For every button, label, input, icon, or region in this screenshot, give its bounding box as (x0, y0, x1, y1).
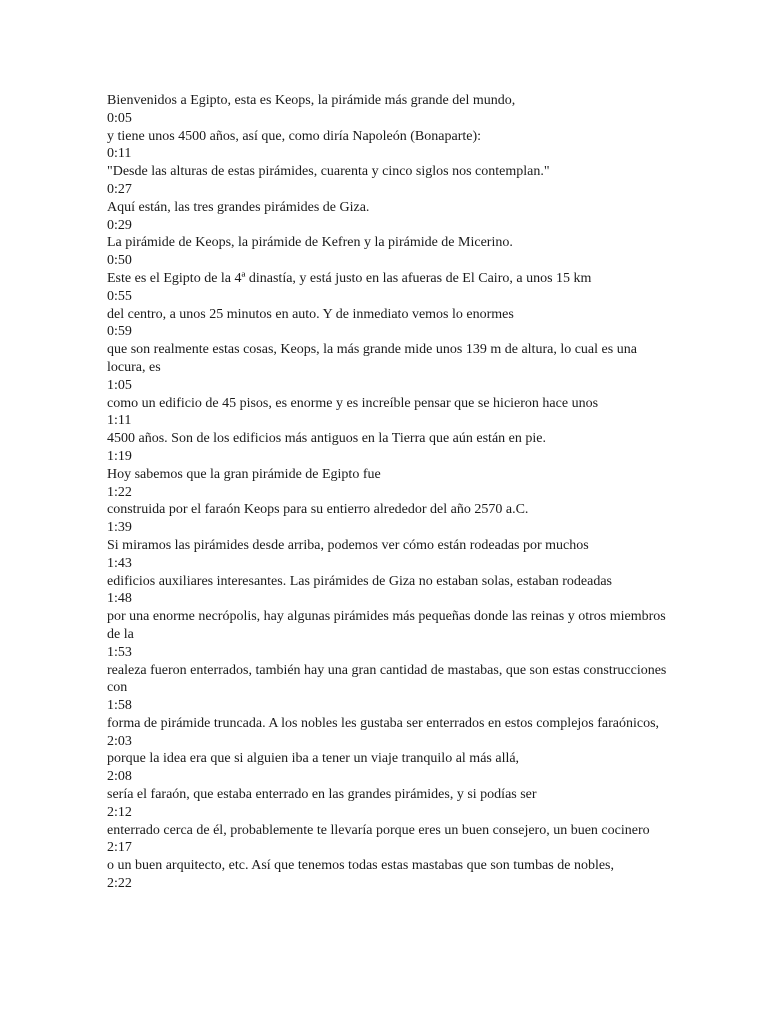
transcript-line: porque la idea era que si alguien iba a tener un viaje tranquilo al más allá, (107, 751, 520, 767)
timestamp: 2:17 (107, 840, 132, 856)
timestamp: 2:12 (107, 804, 132, 820)
transcript-line: 4500 años. Son de los edificios más antiguos en la Tierra que aún están en pie. (107, 431, 546, 447)
transcript-page (107, 92, 667, 893)
timestamp: 2:08 (107, 769, 132, 785)
timestamp: 1:43 (107, 555, 132, 571)
transcript-line: del centro, a unos 25 minutos en auto. Y de inmediato vemos lo enormes (107, 306, 514, 322)
transcript-line: Hoy sabemos que la gran pirámide de Egipto fue (107, 466, 381, 482)
timestamp: 0:50 (107, 253, 132, 269)
timestamp: 0:59 (107, 324, 132, 340)
timestamp: 2:22 (107, 876, 132, 892)
transcript-line: Este es el Egipto de la 4ª dinastía, y está justo en las afueras de El Cairo, a unos 15 km (107, 270, 592, 286)
transcript-line: edificios auxiliares interesantes. Las pirámides de Giza no estaban solas, estaban rodeadas (107, 573, 612, 589)
timestamp: 1:39 (107, 520, 132, 536)
timestamp: 1:48 (107, 591, 132, 607)
transcript-line: forma de pirámide truncada. A los nobles les gustaba ser enterrados en estos complejos faraónicos, (107, 715, 660, 731)
timestamp: 0:27 (107, 181, 132, 197)
transcript-line: y tiene unos 4500 años, así que, como diría Napoleón (Bonaparte): (107, 128, 482, 144)
transcript-line: Si miramos las pirámides desde arriba, podemos ver cómo están rodeadas por muchos (107, 537, 589, 553)
transcript-line: como un edificio de 45 pisos, es enorme y es increíble pensar que se hicieron hace unos (107, 395, 599, 411)
timestamp: 1:53 (107, 644, 132, 660)
timestamp: 0:55 (107, 288, 132, 304)
transcript-line: Bienvenidos a Egipto, esta es Keops, la pirámide más grande del mundo, (107, 93, 516, 108)
transcript-line: enterrado cerca de él, probablemente te llevaría porque eres un buen consejero, un buen cocinero (107, 822, 650, 838)
transcript-line: sería el faraón, que estaba enterrado en las grandes pirámides, y si podías ser (107, 787, 537, 803)
timestamp: 1:58 (107, 698, 132, 714)
timestamp: 1:22 (107, 484, 132, 500)
transcript-line: realeza fueron enterrados, también hay una gran cantidad de mastabas, que son estas construcciones con (107, 662, 667, 696)
transcript-line: Aquí están, las tres grandes pirámides de Giza. (107, 199, 370, 215)
transcript-line: La pirámide de Keops, la pirámide de Kefren y la pirámide de Micerino. (107, 235, 513, 251)
transcript-line: o un buen arquitecto, etc. Así que tenemos todas estas mastabas que son tumbas de nobles, (107, 858, 615, 874)
transcript-line: por una enorme necrópolis, hay algunas pirámides más pequeñas donde las reinas y otros miembros de la (107, 609, 666, 642)
transcript-line: "Desde las alturas de estas pirámides, cuarenta y cinco siglos nos contemplan." (107, 164, 550, 180)
timestamp: 1:11 (107, 413, 132, 429)
timestamp: 1:05 (107, 377, 132, 393)
timestamp: 0:05 (107, 110, 132, 126)
transcript-line: construida por el faraón Keops para su entierro alrededor del año 2570 a.C. (107, 502, 529, 518)
timestamp: 0:29 (107, 217, 132, 233)
transcript-line: que son realmente estas cosas, Keops, la más grande mide unos 139 m de altura, lo cual es una locura, es (107, 342, 637, 375)
timestamp: 2:03 (107, 733, 132, 749)
timestamp: 1:19 (107, 448, 132, 464)
timestamp: 0:11 (107, 146, 132, 162)
